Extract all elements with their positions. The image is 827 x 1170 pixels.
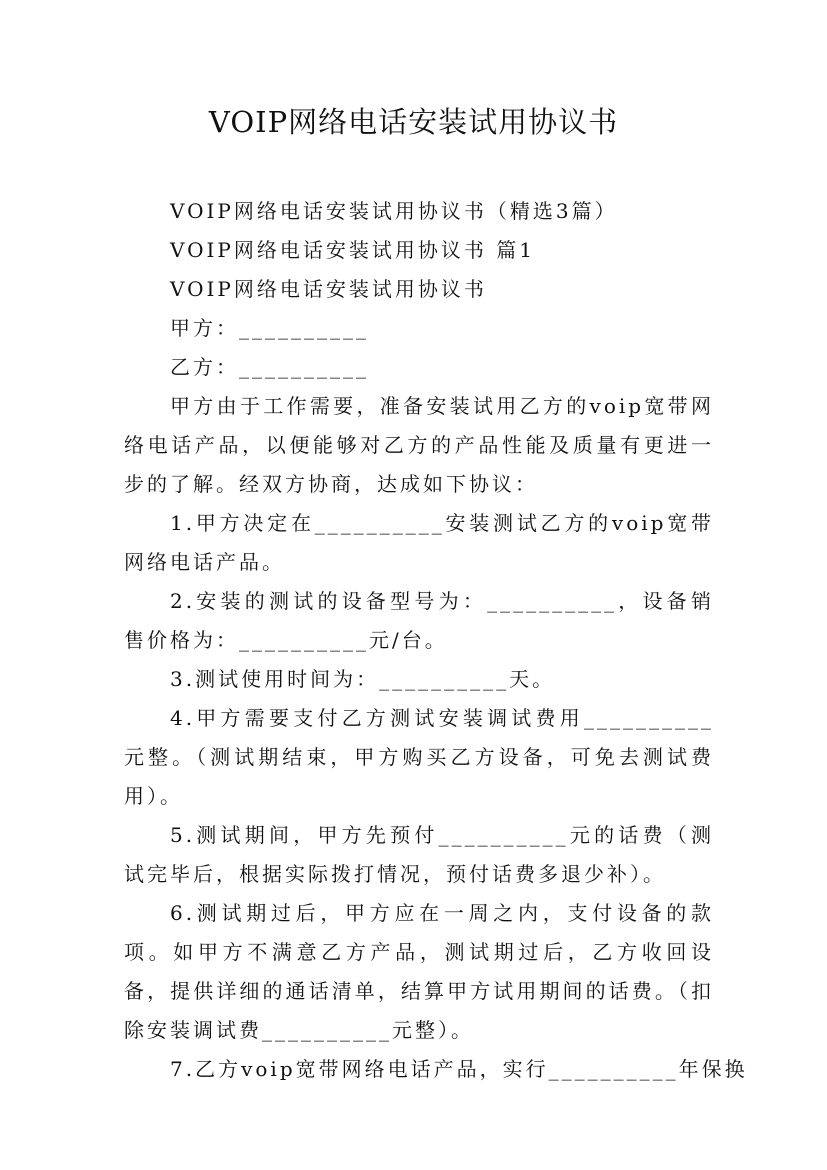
paragraph-clause-7: 7.乙方voip宽带网络电话产品，实行__________年保换 — [170, 1057, 748, 1081]
paragraph-clause-3: 3.测试使用时间为：__________天。 — [170, 667, 556, 691]
document-body — [124, 192, 748, 1089]
paragraph-clause-4: 4.甲方需要支付乙方测试安装调试费用__________元整。（测试期结束，甲方购买乙方设备，可免去测试费用）。 — [124, 706, 714, 808]
paragraph-clause-5: 5.测试期间，甲方先预付__________元的话费（测试完毕后，根据实际拨打情况，预付话费多退少补）。 — [124, 823, 714, 886]
paragraph-party-a: 甲方：__________ — [170, 316, 369, 340]
paragraph-clause-6: 6.测试期过后，甲方应在一周之内，支付设备的款项。如甲方不满意乙方产品，测试期过后，乙方收回设备，提供详细的通话清单，结算甲方试用期间的话费。（扣除安装调试费__________元整）。 — [124, 901, 714, 1042]
paragraph-party-b: 乙方：__________ — [170, 355, 369, 379]
paragraph-part-heading: VOIP网络电话安装试用协议书 篇1 — [170, 238, 535, 262]
paragraph-agreement-heading: VOIP网络电话安装试用协议书 — [170, 277, 487, 301]
document-title: VOIP网络电话安装试用协议书 — [208, 105, 619, 139]
paragraph-clause-2: 2.安装的测试的设备型号为：__________，设备销售价格为：__________元/台。 — [124, 589, 714, 652]
paragraph-clause-1: 1.甲方决定在__________安装测试乙方的voip宽带网络电话产品。 — [124, 511, 714, 574]
paragraph-subtitle: VOIP网络电话安装试用协议书（精选3篇） — [170, 199, 618, 223]
paragraph-intro: 甲方由于工作需要，准备安装试用乙方的voip宽带网络电话产品，以便能够对乙方的产品性能及质量有更进一步的了解。经双方协商，达成如下协议： — [124, 394, 714, 496]
